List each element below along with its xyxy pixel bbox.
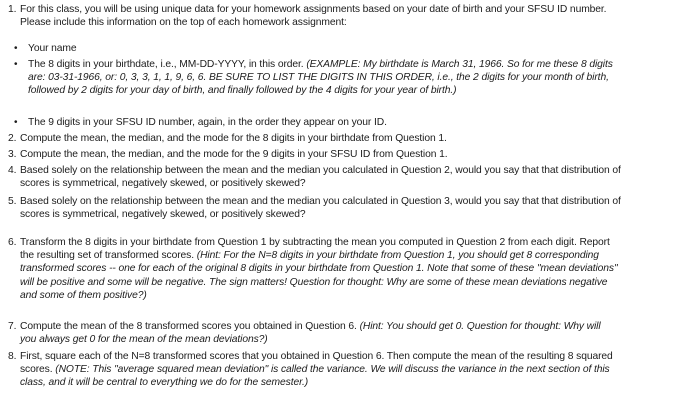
text-line: Please include this information on the top of each homework assignment:	[20, 17, 347, 29]
text-line: Transform the 8 digits in your birthdate from Question 1 by subtracting the mean you computed in Question 2 from each digit. Report	[20, 237, 610, 248]
question-number: 6.	[8, 237, 17, 248]
text-line: Based solely on the relationship between the mean and the median you calculated in Question 3, would you say that that distribution of	[20, 196, 621, 207]
question-number: 2.	[8, 133, 17, 144]
text-line: scores. (NOTE: This "average squared mean deviation" is called the variance. We will discuss the variance in the next section of this	[20, 364, 610, 376]
text-line: Compute the mean of the 8 transformed scores you obtained in Question 6. (Hint: You should get 0. Question for thought: Why will	[20, 321, 601, 332]
question-text	[20, 195, 692, 221]
text-line: the resulting set of transformed scores. (Hint: For the N=8 digits in your birthdate from Question 1, you should get 8 corresponding	[20, 250, 599, 262]
text-line: Compute the mean, the median, and the mode for the 8 digits in your birthdate from Question 1.	[20, 133, 447, 144]
question-text	[20, 148, 692, 161]
text-line: For this class, you will be using unique data for your homework assignments based on your date of birth and your SFSU ID number.	[20, 4, 607, 15]
question-number: 4.	[8, 165, 17, 176]
text-line: The 8 digits in your birthdate, i.e., MM-DD-YYYY, in this order. (EXAMPLE: My birthdate is March 31, 1966. So for me these 8 digits	[28, 59, 613, 70]
text-line: are: 03-31-1966, or: 0, 3, 3, 1, 1, 9, 6, 6. BE SURE TO LIST THE DIGITS IN THIS ORDER, i.e., the 2 digits for your month of birth,	[28, 72, 609, 84]
bullet-text	[28, 116, 692, 129]
text-line: Based solely on the relationship between the mean and the median you calculated in Question 2, would you say that that distribution of	[20, 165, 621, 176]
bullet-marker: •	[14, 43, 18, 54]
question-number: 8.	[8, 351, 17, 362]
text-line: will be positive and some will be negative. The sign matters! Question for thought: Why are some of these mean deviations negative	[20, 276, 608, 288]
question-text	[20, 164, 692, 190]
question-text	[20, 350, 692, 390]
text-line: transformed scores -- one for each of the original 8 digits in your birthdate from Question 1. Note that some of these "mean deviations"	[20, 263, 618, 275]
question-text	[20, 132, 692, 145]
text-line: The 9 digits in your SFSU ID number, again, in the order they appear on your ID.	[28, 117, 387, 128]
text-line: scores is symmetrical, negatively skewed, or positively skewed?	[20, 209, 306, 221]
text-line: Compute the mean, the median, and the mode for the 9 digits in your SFSU ID from Question 1.	[20, 149, 448, 160]
text-line: class, and it will be central to everything we do for the semester.)	[20, 377, 309, 389]
bullet-marker: •	[14, 59, 18, 70]
text-line: followed by 2 digits for your day of birth, and finally followed by the 4 digits for your year of birth.)	[28, 85, 457, 97]
question-number: 7.	[8, 321, 17, 332]
text-line: Your name	[28, 43, 77, 54]
bullet-text	[28, 42, 692, 55]
question-number: 5.	[8, 196, 17, 207]
question-number: 3.	[8, 149, 17, 160]
question-number: 1.	[8, 4, 17, 15]
text-line: scores is symmetrical, negatively skewed, or positively skewed?	[20, 178, 306, 190]
question-text	[20, 236, 692, 302]
question-text	[20, 320, 692, 346]
bullet-marker: •	[14, 117, 18, 128]
bullet-text	[28, 58, 692, 98]
text-line: First, square each of the N=8 transformed scores that you obtained in Question 6. Then compute the mean of the resulting 8 squared	[20, 351, 613, 362]
text-line: and some of them positive?)	[20, 289, 147, 301]
text-line: you always get 0 for the mean of the mean deviations?)	[20, 334, 268, 346]
question-text	[20, 3, 692, 29]
